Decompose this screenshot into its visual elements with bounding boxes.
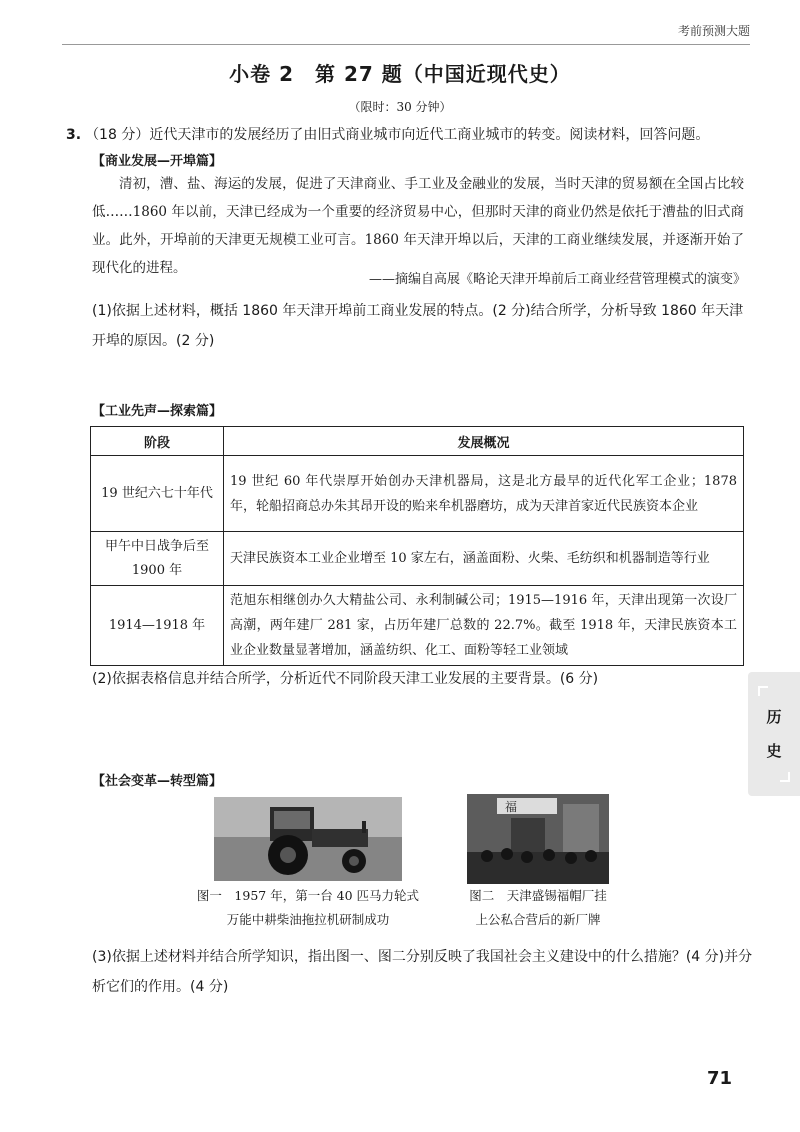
page-title: 小卷 2 第 27 题（中国近现代史） [229,62,571,86]
figure-2-caption-line1: 图二 天津盛锡福帽厂挂 [469,888,607,903]
figure-2-caption-line2: 上公私合营后的新厂牌 [475,912,601,927]
table-cell-desc: 范旭东相继创办久大精盐公司、永利制碱公司；1915—1916 年，天津出现第一次设厂高潮，两年建厂 281 家，占历年建厂总数的 22.7%。截至 1918 年，天津民族资本工业企业数量显著增加，涵盖纺织、化工、面粉等轻工业领域 [224,586,744,666]
question-1: (1)依据上述材料，概括 1860 年天津开埠前工商业发展的特点。(2 分)结合所学，分析导致 1860 年天津开埠的原因。(2 分) [92,303,744,349]
table-row [91,586,744,666]
industry-table [90,426,744,666]
table-cell-desc: 天津民族资本工业企业增至 10 家左右，涵盖面粉、火柴、毛纺织和机器制造等行业 [224,532,744,586]
question-3: (3)依据上述材料并结合所学知识，指出图一、图二分别反映了我国社会主义建设中的什么措施？(4 分)并分析它们的作用。(4 分) [92,949,753,995]
table-cell-stage: 甲午中日战争后至 1900 年 [91,532,224,586]
side-tab-label [748,704,800,764]
side-tab-char-2: 史 [766,742,782,760]
table-cell-stage: 19 世纪六七十年代 [91,456,224,532]
table-header-overview: 发展概况 [224,427,744,456]
table-header-row [91,427,744,456]
side-tab-char-1: 历 [766,708,782,726]
question-intro-text: （18 分）近代天津市的发展经历了由旧式商业城市向近代工商业城市的转变。阅读材料，回答问题。 [85,127,710,143]
material-source: ——摘编自高展《略论天津开埠前后工商业经营管理模式的演变》 [368,272,746,287]
table-row [91,532,744,586]
header-tag: 考前预测大题 [677,24,750,38]
bracket-top [758,686,768,696]
question-intro [66,124,756,146]
question-number: 3. [66,127,82,143]
table-row [91,456,744,532]
factory-scene-illustration [467,794,609,884]
section-tag-commerce: 【商业发展—开埠篇】 [92,154,223,169]
section-tag-industry: 【工业先声—探索篇】 [92,404,223,419]
figure-1-caption-line2: 万能中耕柴油拖拉机研制成功 [226,912,390,927]
figure-1-caption [168,884,448,932]
factory-sign-photo [467,794,609,884]
header-divider [62,44,750,45]
figure-1-caption-line1: 图一 1957 年，第一台 40 匹马力轮式 [196,888,420,903]
material-commerce: 清初，漕、盐、海运的发展，促进了天津商业、手工业及金融业的发展，当时天津的贸易额在全国占比较低……1860 年以前，天津已经成为一个重要的经济贸易中心，但那时天津的商业仍然是依托于漕盐的旧式商业。此外，开埠前的天津更无规模工业可言。1860 年天津开埠以后，天津的工商业继续发展，并逐渐开始了现代化的进程。 [92,176,744,276]
question-2: (2)依据表格信息并结合所学，分析近代不同阶段天津工业发展的主要背景。(6 分) [92,671,599,687]
section-tag-society: 【社会变革—转型篇】 [92,774,223,789]
page-number: 71 [706,1068,732,1089]
time-limit: （限时：30 分钟） [348,100,452,114]
figure-2-caption [438,884,638,932]
bracket-bottom [780,772,790,782]
tractor-illustration [214,797,402,881]
sign-text: 福 [505,800,518,814]
table-cell-desc: 19 世纪 60 年代崇厚开始创办天津机器局，这是北方最早的近代化军工企业；1878 年，轮船招商总办朱其昂开设的贻来牟机器磨坊，成为天津首家近代民族资本企业 [224,456,744,532]
subject-side-tab [748,672,800,796]
table-cell-stage: 1914—1918 年 [91,586,224,666]
table-header-stage: 阶段 [91,427,224,456]
tractor-photo [214,797,402,881]
